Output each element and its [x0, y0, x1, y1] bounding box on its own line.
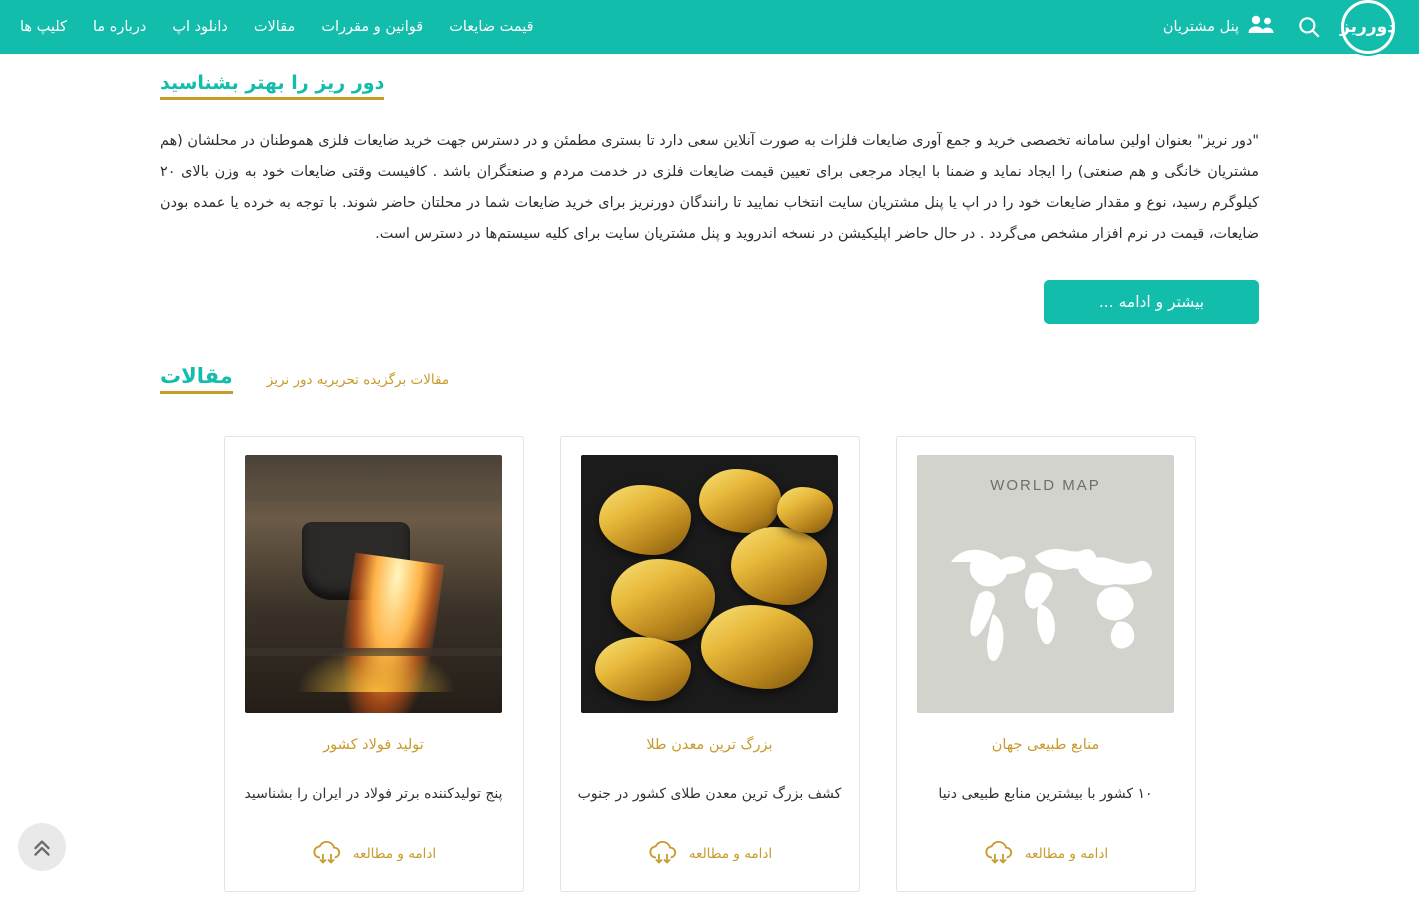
intro-heading-wrap [160, 72, 1259, 104]
customer-panel-label: پنل مشتریان [1162, 19, 1239, 35]
nav-item-about-us[interactable]: درباره ما [93, 19, 147, 35]
gold-nuggets-photo [581, 455, 838, 713]
article-read-more-label: ادامه و مطالعه [1024, 846, 1109, 863]
article-card[interactable] [560, 436, 860, 892]
page-content [0, 72, 1419, 892]
article-card[interactable] [896, 436, 1196, 892]
search-icon[interactable] [1293, 11, 1325, 43]
main-menu [0, 19, 534, 35]
article-read-more-label: ادامه و مطالعه [352, 846, 437, 863]
site-logo[interactable]: دورریز [1341, 0, 1395, 54]
world-map-graphic [917, 455, 1174, 713]
nav-item-scrap-price[interactable]: قیمت ضایعات [449, 19, 534, 35]
article-description: کشف بزرگ ترین معدن طلای کشور در جنوب [577, 785, 842, 802]
intro-paragraph: "دور نریز" بعنوان اولین سامانه تخصصی خرید و جمع آوری ضایعات فلزات به صورت آنلاین سعی دارد تا بستری مطمئن و در دسترس جهت خرید ضایعات فلزی هموطنان در محلشان (هم مشتریان خانگی و هم صنعتی) را ایجاد نماید و ضمنا با ایجاد مرجعی برای تعیین قیمت ضایعات فلزی در خدمت مردم و صنعتگران باشد . کافیست وقتی ضایعات خود به وزن بالای ۲۰ کیلوگرم رسید، نوع و مقدار ضایعات خود را در اپ یا پنل مشتریان سایت انتخاب نمایید تا رانندگان دورنریز برای خرید ضایعات شما در محلتان حاضر شوند. با توجه به خرده یا عمده بودن ضایعات، قیمت در نرم افزار مشخص می‌گردد . در حال حاضر اپلیکیشن در نسخه اندروید و پنل مشتریان سایت برای کلیه سیستم‌ها در دسترس است. [160, 133, 1259, 242]
read-more-button[interactable]: بیشتر و ادامه ... [1044, 280, 1259, 324]
articles-heading [160, 364, 1259, 394]
article-description: ۱۰ کشور با بیشترین منابع طبیعی دنیا [938, 785, 1153, 802]
nav-item-clips[interactable]: کلیپ ها [20, 19, 67, 35]
article-read-more-link[interactable] [241, 839, 507, 869]
header-left-cluster [1163, 0, 1401, 54]
articles-title: مقالات [160, 364, 233, 394]
article-description: پنج تولیدکننده برتر فولاد در ایران را بشناسید [244, 785, 503, 802]
scroll-to-top-button[interactable] [18, 823, 66, 871]
article-read-more-label: ادامه و مطالعه [688, 846, 773, 863]
article-title: تولید فولاد کشور [323, 736, 424, 753]
cloud-download-icon [647, 839, 681, 869]
cloud-download-icon [311, 839, 345, 869]
article-title: بزرگ ترین معدن طلا [646, 736, 773, 753]
world-map-label: WORLD MAP [990, 476, 1101, 494]
articles-subtitle: مقالات برگزیده تحریریه دور نریز [266, 371, 450, 388]
nav-item-articles[interactable]: مقالات [253, 19, 296, 35]
nav-item-rules[interactable]: قوانین و مقررات [321, 19, 424, 35]
cloud-download-icon [983, 839, 1017, 869]
nav-item-download-app[interactable]: دانلود اپ [172, 19, 228, 35]
page-title: دور ریز را بهتر بشناسید [160, 72, 384, 100]
article-title: منابع طبیعی جهان [991, 736, 1100, 753]
top-navigation-bar [0, 0, 1419, 54]
article-card[interactable] [224, 436, 524, 892]
cta-wrap [160, 280, 1259, 324]
article-read-more-link[interactable] [913, 839, 1179, 869]
article-card-list [160, 436, 1259, 892]
users-icon [1247, 13, 1277, 41]
steel-production-photo [245, 455, 502, 713]
customer-panel-link[interactable] [1163, 13, 1277, 41]
article-read-more-link[interactable] [577, 839, 843, 869]
